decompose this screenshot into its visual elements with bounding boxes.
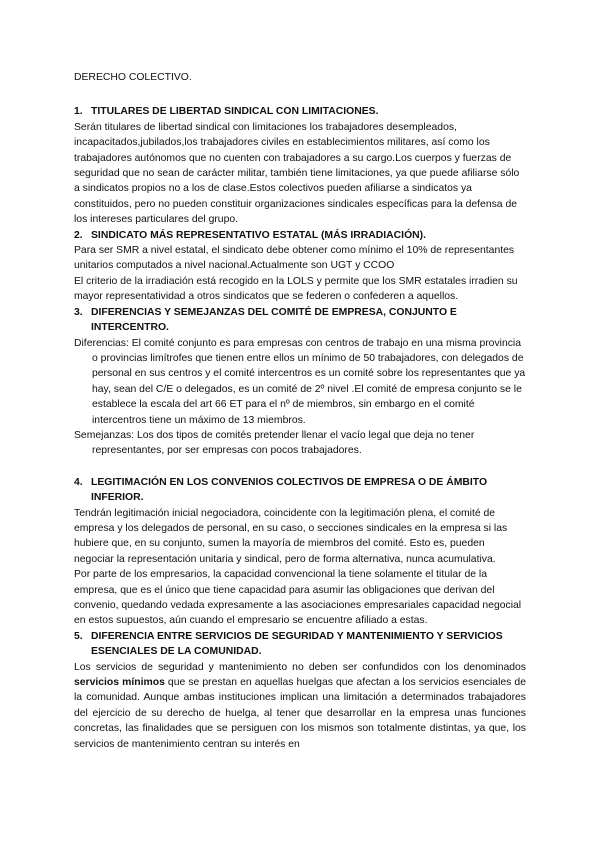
section-5-text-start: Los servicios de seguridad y mantenimiento no deben ser confundidos con los denominados — [74, 661, 526, 673]
section-3-heading — [74, 305, 526, 336]
section-5-number: 5. — [74, 630, 83, 642]
section-5-title: DIFERENCIA ENTRE SERVICIOS DE SEGURIDAD Y MANTENIMIENTO Y SERVICIOS ESENCIALES DE LA COMUNIDAD. — [91, 630, 503, 658]
section-4-heading — [74, 475, 526, 506]
section-4-paragraph-2: Por parte de los empresarios, la capacidad convencional la tiene solamente el titular de la empresa, que es el único que tiene capacidad para asumir las obligaciones que derivan del convenio, quedando vedada expresamente a las asociaciones empresariales capacidad negocial en estos supuestos, aún cuando el empresario se encuentre afiliado a estas. — [74, 569, 522, 627]
section-4-paragraph-1: Tendrán legitimación inicial negociadora, coincidente con la legitimación plena, el comité de empresa y los delegados de personal, en su caso, o secciones sindicales en la empresa si las hubiere que, en su conjunto, sumen la mayoría de miembros del comité. Esto es, pueden negociar la representación unitaria y sindical, pero de forma alternativa, nunca acumulativa. — [74, 507, 508, 565]
section-5-bold-term: servicios mínimos — [74, 677, 165, 689]
section-1-heading — [74, 104, 526, 119]
section-3-differences: Diferencias: El comité conjunto es para empresas con centros de trabajo en una misma provincia o provincias limítrofes que tienen entre ellos un mínimo de 50 trabajadores, con delegados de personal en sus centros y el comité intercentros es un comité sobre los representantes que ya hay, sean del C/E o delegados, es un comité de 2º nivel .El comité de empresa conjunto se le establece la escala del art 66 ET para el nº de miembros, sin embargo en el comité intercentros tiene un máximo de 13 miembros. — [74, 337, 526, 426]
section-1-number: 1. — [74, 106, 83, 118]
section-2-paragraph-2: El criterio de la irradiación está recogido en la LOLS y permite que los SMR estatales irradien su mayor representatividad a otros sindicatos que se federen o confederen a aquellos. — [74, 275, 518, 303]
section-4-title: LEGITIMACIÓN EN LOS CONVENIOS COLECTIVOS DE EMPRESA O DE ÁMBITO INFERIOR. — [91, 476, 488, 504]
section-3-title: DIFERENCIAS Y SEMEJANZAS DEL COMITÉ DE EMPRESA, CONJUNTO E INTERCENTRO. — [91, 306, 457, 334]
section-2-number: 2. — [74, 229, 83, 241]
section-5-paragraph — [74, 660, 526, 752]
section-2-paragraph-1: Para ser SMR a nivel estatal, el sindicato debe obtener como mínimo el 10% de representantes unitarios computados a nivel nacional.Actualmente son UGT y CCOO — [74, 245, 515, 272]
section-3-number: 3. — [74, 306, 83, 318]
section-2-heading — [74, 228, 526, 243]
section-2-title: SINDICATO MÁS REPRESENTATIVO ESTATAL (MÁS IRRADIACIÓN). — [91, 229, 427, 241]
document-title: DERECHO COLECTIVO. — [74, 72, 192, 83]
section-5-text-end: que se prestan en aquellas huelgas que afectan a los servicios esenciales de la comunidad. Aunque ambas instituciones implican una limitación a determinados trabajadores del ejercicio de su derecho de huelga, al tener que desarrollar en la empresa unas funciones concretas, las finalidades que se persiguen con los mismos son totalmente distintas, ya que, los servicios de mantenimiento centran su interés en — [74, 677, 526, 750]
section-5-heading — [74, 629, 526, 660]
section-1-paragraph: Serán titulares de libertad sindical con limitaciones los trabajadores desempleados, incapacitados,jubilados,los trabajadores civiles en establecimientos militares, así como los trabajadores autónomos que no cuenten con trabajadores a su cargo.Los cuerpos y fuerzas de seguridad que no sean de carácter militar, también tiene limitaciones, ya que puede afiliarse sólo a sindicatos propios no a los de clase.Estos colectivos pueden afiliarse a sindicatos ya constituidos, pero no pueden constituir organizaciones sindicales específicas para la defensa de los intereses particulares del grupo. — [74, 121, 520, 226]
section-3-similarities: Semejanzas: Los dos tipos de comités pretender llenar el vacío legal que deja no tener representantes, por ser empresas con pocos trabajadores. — [74, 429, 475, 457]
section-1-title: TITULARES DE LIBERTAD SINDICAL CON LIMITACIONES. — [91, 106, 379, 118]
section-4-number: 4. — [74, 476, 83, 488]
